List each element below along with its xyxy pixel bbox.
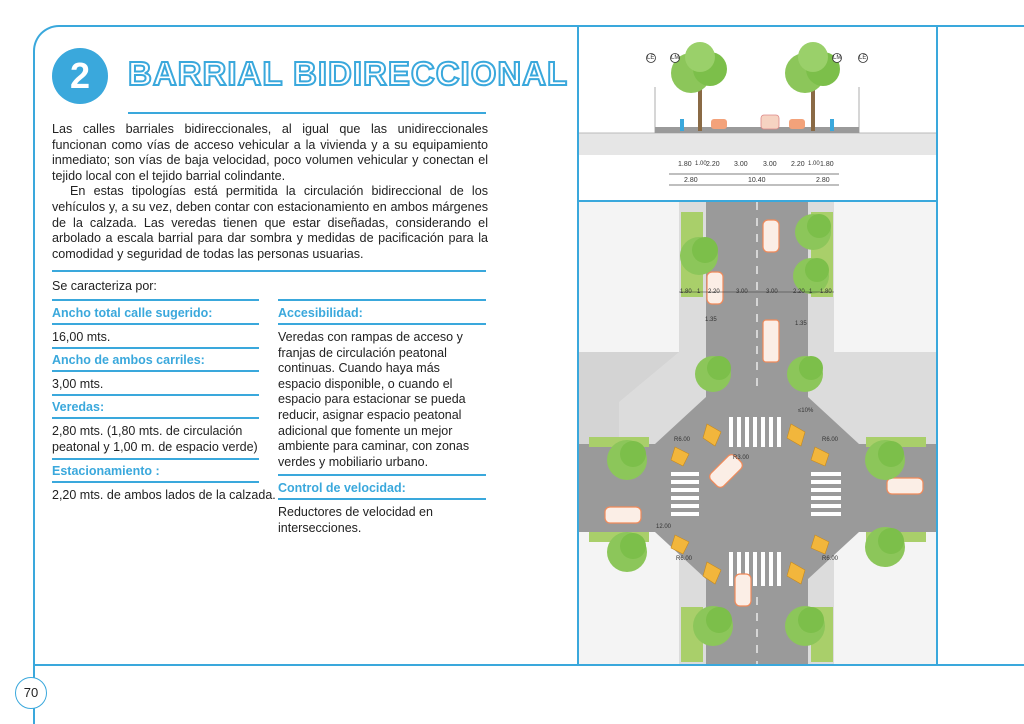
intro-rule: [52, 270, 486, 272]
slope-label: ≤10%: [798, 408, 814, 414]
section-dim: 1.00: [695, 161, 707, 167]
pedestrian-icon: [830, 119, 834, 131]
plan-dim: 2.20: [793, 289, 805, 295]
section-dim: 2.20: [791, 161, 805, 168]
page-number: 70: [15, 677, 47, 709]
diagram-border-right: [936, 25, 938, 665]
tree-icon: [785, 42, 840, 131]
section-dim: 1.00: [808, 161, 820, 167]
page-title: BARRIAL BIDIRECCIONAL: [128, 55, 569, 92]
tree-icon: [671, 42, 727, 131]
rule: [52, 481, 259, 483]
radius-label: R6.00: [822, 556, 839, 562]
rule: [278, 323, 486, 325]
intro-paragraph-1: Las calles barriales bidireccionales, al igual que las unidireccionales funcionan como vías de acceso vehicular a la vivienda y a su equipamiento inmediato; son vías de baja velocidad, poco volumen vehicular y conectan el tejido local con el tejido barrial colindante.: [52, 122, 488, 183]
marker-lm-left: LM: [671, 55, 680, 61]
radius-label: R6.00: [676, 556, 693, 562]
rule: [52, 417, 259, 419]
label-veredas: Veredas:: [52, 400, 105, 414]
rule: [278, 498, 486, 500]
car-icon: [707, 272, 723, 304]
dimension-label: 1.35: [795, 321, 807, 327]
rule: [52, 394, 259, 396]
intersection-plan-diagram: [579, 202, 936, 664]
rule: [278, 299, 486, 301]
radius-label: R6.00: [674, 437, 691, 443]
rule: [278, 474, 486, 476]
characteristics-heading: Se caracteriza por:: [52, 279, 157, 293]
section-dim: 2.20: [706, 161, 720, 168]
roadway: [655, 127, 859, 133]
plan-dim: 1: [809, 289, 813, 295]
plan-dim: 2.20: [708, 289, 720, 295]
label-ancho-carriles: Ancho de ambos carriles:: [52, 353, 205, 367]
radius-label: R3.00: [733, 455, 750, 461]
section-dim: 3.00: [734, 161, 748, 168]
ground: [579, 133, 936, 155]
value-ancho-carriles: 3,00 mts.: [52, 377, 104, 391]
section-number-badge: 2: [52, 48, 108, 104]
rule: [52, 299, 259, 301]
car-icon: [887, 478, 923, 494]
car-icon: [763, 220, 779, 252]
value-estacionamiento: 2,20 mts. de ambos lados de la calzada.: [52, 488, 276, 502]
intro-text: [52, 122, 488, 262]
radius-label: R6.00: [822, 437, 839, 443]
plan-dim: 1: [697, 289, 701, 295]
label-accesibilidad: Accesibilidad:: [278, 306, 363, 320]
plan-dim: 3.00: [766, 289, 778, 295]
value-veredas: 2,80 mts. (1,80 mts. de circulación peatonal y 1,00 m. de espacio verde): [52, 424, 258, 454]
section-total-dim: 2.80: [684, 177, 698, 184]
plan-dim: 1.80: [680, 289, 692, 295]
label-ancho-total: Ancho total calle sugerido:: [52, 306, 213, 320]
plan-dim: 1.80: [820, 289, 832, 295]
section-dim: 1.80: [678, 161, 692, 168]
section-dim: 3.00: [763, 161, 777, 168]
label-estacionamiento: Estacionamiento :: [52, 464, 160, 478]
street-section-diagram: [579, 27, 936, 200]
car-icon: [761, 115, 779, 129]
label-control-velocidad: Control de velocidad:: [278, 481, 406, 495]
marker-lm-right: LM: [833, 55, 842, 61]
marker-le-right: LE: [859, 55, 867, 61]
rule: [52, 458, 259, 460]
section-dim: 1.80: [820, 161, 834, 168]
pedestrian-icon: [680, 119, 684, 131]
car-icon: [605, 507, 641, 523]
title-rule: [128, 112, 486, 114]
rule: [52, 347, 259, 349]
car-icon: [763, 320, 779, 362]
rule: [52, 370, 259, 372]
section-total-dim: 2.80: [816, 177, 830, 184]
section-total-dim: 10.40: [748, 177, 766, 184]
dimension-label: 1.35: [705, 317, 717, 323]
value-ancho-total: 16,00 mts.: [52, 330, 111, 344]
plan-dim: 3.00: [736, 289, 748, 295]
dimension-label: 12.00: [656, 524, 672, 530]
bottom-rule: [33, 664, 1024, 666]
value-accesibilidad: Veredas con rampas de acceso y franjas de circulación peatonal continuas. Cuando haya más espacio disponible, o cuando el espacio para estacionar se pueda reducir, asignar espacio peatonal adicional que fomente un mejor ambiente para caminar, con zonas verdes y mobiliario urbano.: [278, 330, 470, 469]
intro-paragraph-2: En estas tipologías está permitida la circulación bidireccional de los vehículos y, a su vez, deben contar con estacionamiento en ambos márgenes de la calzada. Las veredas tienen que estar diseñadas, considerando el arbolado a escala barrial para dar sombra y medidas de pacificación para la comodidad y seguridad de todas las personas usuarias.: [52, 184, 488, 261]
marker-le-left: LE: [647, 55, 655, 61]
car-icon: [789, 119, 805, 129]
car-icon: [711, 119, 727, 129]
car-icon: [735, 574, 751, 606]
rule: [52, 323, 259, 325]
value-control-velocidad: Reductores de velocidad en intersecciones.: [278, 505, 433, 535]
